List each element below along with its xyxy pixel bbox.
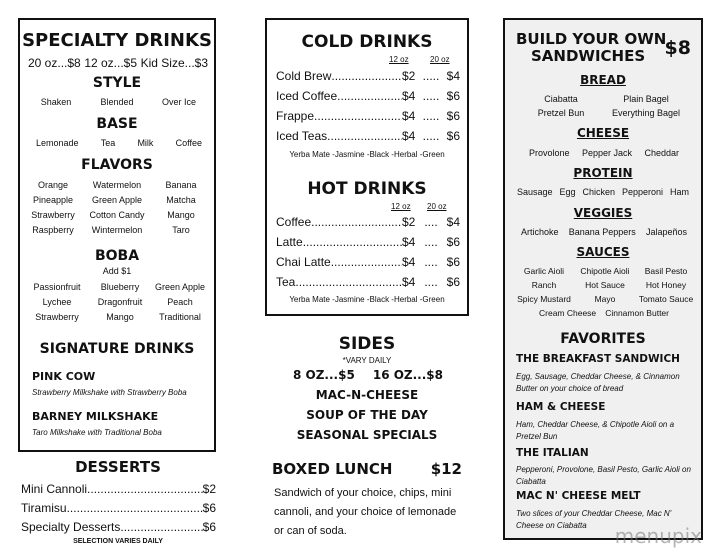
flavor-item: Wintermelon — [91, 225, 143, 235]
sides-size-16oz: 16 OZ...$8 — [372, 368, 443, 382]
cheese-row — [529, 148, 679, 158]
base-option: Tea — [100, 138, 116, 148]
dessert-name: Specialty Desserts — [21, 520, 121, 534]
boba-item: Strawberry — [35, 312, 79, 322]
sauce-item: Basil Pesto — [644, 266, 688, 276]
flavors-heading: FLAVORS — [81, 157, 153, 173]
base-options — [36, 138, 202, 148]
boba-add-price: Add $1 — [102, 266, 132, 276]
menupix-watermark: menupix — [614, 524, 702, 548]
cold-drink-item — [276, 129, 460, 143]
dessert-price: $6 — [202, 520, 216, 534]
favorite-name: THE ITALIAN — [516, 447, 589, 459]
dot-leader-short: ..... — [422, 69, 440, 83]
bread-row — [519, 108, 689, 118]
sauces-row — [515, 280, 695, 290]
sauce-item: Chipotle Aioli — [580, 266, 630, 276]
size-kid: Kid Size...$3 — [140, 56, 208, 70]
cold-drink-item — [276, 109, 460, 123]
side-item: SOUP OF THE DAY — [306, 408, 428, 422]
base-option: Milk — [137, 138, 154, 148]
favorites-heading: FAVORITES — [560, 331, 646, 347]
byo-title-line1: BUILD YOUR OWN — [516, 30, 667, 48]
dot-leader — [87, 482, 203, 496]
protein-item: Ham — [669, 187, 689, 197]
flavor-row — [24, 180, 210, 190]
protein-heading: PROTEIN — [573, 166, 633, 180]
cold-drinks-title: COLD DRINKS — [301, 32, 433, 52]
veggies-heading: VEGGIES — [573, 206, 633, 220]
cheese-item: Pepper Jack — [581, 148, 633, 158]
build-your-own-panel — [503, 18, 703, 540]
drink-name: Coffee — [276, 215, 312, 229]
specialty-drinks-panel — [18, 18, 216, 452]
drink-name: Chai Latte — [276, 255, 331, 269]
dessert-name: Tiramisu — [21, 501, 67, 515]
dessert-price: $2 — [202, 482, 216, 496]
protein-item: Sausage — [517, 187, 553, 197]
sauce-item: Cinnamon Butter — [605, 308, 669, 318]
drink-price-20: $6 — [446, 235, 460, 249]
dot-leader — [331, 69, 402, 83]
style-options — [26, 97, 210, 107]
bread-item: Everything Bagel — [611, 108, 681, 118]
base-heading: BASE — [96, 116, 138, 132]
protein-row — [517, 187, 689, 197]
drink-price-12: $2 — [402, 69, 416, 83]
specialty-sizes — [28, 56, 208, 70]
hot-size-12oz: 12 oz — [391, 202, 411, 211]
sauces-row — [515, 294, 695, 304]
boba-item: Green Apple — [154, 282, 206, 292]
sauce-item: Garlic Aioli — [523, 266, 565, 276]
style-option: Blended — [100, 97, 134, 107]
flavor-item: Green Apple — [91, 195, 143, 205]
signature-drinks-heading: SIGNATURE DRINKS — [39, 341, 195, 357]
boba-row — [24, 297, 210, 307]
favorite-name: MAC N' CHEESE MELT — [516, 490, 641, 502]
sauce-item: Tomato Sauce — [638, 294, 694, 304]
drink-price-12: $4 — [402, 235, 416, 249]
dot-leader-short: ..... — [422, 129, 440, 143]
veggie-item: Banana Peppers — [568, 227, 636, 237]
dot-leader — [67, 501, 203, 515]
favorite-desc: Two slices of your Cheddar Cheese, Mac N' Cheese on Ciabatta — [516, 509, 672, 530]
flavor-item: Taro — [172, 225, 190, 235]
boba-item: Peach — [167, 297, 193, 307]
boba-row — [24, 282, 210, 292]
veggie-item: Artichoke — [521, 227, 559, 237]
veggie-item: Jalapeños — [645, 227, 687, 237]
boba-row — [24, 312, 210, 322]
flavor-item: Matcha — [166, 195, 196, 205]
sauces-row — [539, 308, 669, 318]
dot-leader-short: .... — [424, 235, 438, 249]
hot-drink-item — [276, 235, 460, 249]
boxed-lunch-section — [272, 458, 466, 548]
flavor-item: Mango — [167, 210, 195, 220]
boba-item: Blueberry — [100, 282, 140, 292]
hot-tea-note: Yerba Mate -Jasmine -Black -Herbal -Green — [289, 295, 445, 304]
dessert-item — [21, 520, 216, 534]
dot-leader-short: .... — [424, 275, 438, 289]
drink-name: Iced Coffee — [276, 89, 338, 103]
dot-leader — [314, 109, 402, 123]
signature-drink-desc: Strawberry Milkshake with Strawberry Boba — [32, 388, 187, 397]
dot-leader — [331, 255, 402, 269]
byo-price: $8 — [664, 37, 691, 59]
sauce-item: Mayo — [594, 294, 616, 304]
specialty-drinks-title: SPECIALTY DRINKS — [22, 30, 212, 51]
cold-drink-item — [276, 69, 460, 83]
side-item: SEASONAL SPECIALS — [296, 428, 438, 442]
side-item: MAC-N-CHEESE — [315, 388, 419, 402]
size-12oz: 12 oz...$5 — [84, 56, 138, 70]
favorite-desc: Egg, Sausage, Cheddar Cheese, & Cinnamon Butter on your choice of bread — [516, 372, 680, 393]
sauces-row — [515, 266, 695, 276]
drink-price-20: $6 — [446, 255, 460, 269]
protein-item: Pepperoni — [621, 187, 664, 197]
sauces-heading: SAUCES — [576, 245, 630, 259]
signature-drink-name: PINK COW — [32, 370, 96, 383]
bread-item: Ciabatta — [544, 94, 578, 104]
dot-leader-short: .... — [424, 215, 438, 229]
flavor-item: Orange — [37, 180, 69, 190]
sides-size-8oz: 8 OZ...$5 — [293, 368, 355, 382]
boxed-lunch-price: $12 — [430, 460, 462, 478]
flavor-item: Watermelon — [92, 180, 142, 190]
base-option: Lemonade — [36, 138, 79, 148]
cold-size-12oz: 12 oz — [389, 55, 409, 64]
signature-drink-desc: Taro Milkshake with Traditional Boba — [32, 428, 162, 437]
hot-size-20oz: 20 oz — [427, 202, 447, 211]
sauce-item: Cream Cheese — [539, 308, 597, 318]
byo-title-line2: SANDWICHES — [531, 47, 646, 65]
drink-price-20: $6 — [446, 275, 460, 289]
dot-leader — [337, 89, 402, 103]
desserts-section — [18, 456, 218, 552]
sides-note: *VARY DAILY — [342, 356, 392, 365]
sides-title: SIDES — [338, 334, 396, 354]
bread-item: Pretzel Bun — [537, 108, 585, 118]
boxed-lunch-desc: Sandwich of your choice, chips, mini cannoli, and your choice of lemonade or can of soda. — [274, 487, 457, 537]
hot-drinks-title: HOT DRINKS — [307, 179, 427, 199]
sauce-item: Spicy Mustard — [517, 294, 571, 304]
drink-price-12: $4 — [402, 275, 416, 289]
veggies-row — [521, 227, 687, 237]
bread-item: Plain Bagel — [623, 94, 669, 104]
cold-size-20oz: 20 oz — [430, 55, 450, 64]
favorite-name: HAM & CHEESE — [516, 401, 606, 413]
drink-price-12: $4 — [402, 109, 416, 123]
hot-drink-item — [276, 255, 460, 269]
cheese-item: Cheddar — [644, 148, 679, 158]
drink-price-20: $6 — [446, 129, 460, 143]
style-option: Shaken — [40, 97, 72, 107]
desserts-title: DESSERTS — [75, 458, 161, 476]
style-heading: STYLE — [92, 75, 142, 91]
drink-name: Frappe — [276, 109, 315, 123]
style-option: Over Ice — [161, 97, 196, 107]
cheese-item: Provolone — [529, 148, 570, 158]
boba-item: Lychee — [42, 297, 72, 307]
flavor-row — [24, 225, 210, 235]
dot-leader-short: ..... — [422, 89, 440, 103]
desserts-note: SELECTION VARIES DAILY — [73, 538, 163, 545]
drink-price-12: $2 — [402, 215, 416, 229]
hot-drink-item — [276, 215, 460, 229]
dot-leader-short: ..... — [422, 109, 440, 123]
cheese-heading: CHEESE — [576, 126, 630, 140]
dot-leader — [120, 520, 202, 534]
drink-price-20: $4 — [446, 69, 460, 83]
boba-item: Passionfruit — [33, 282, 81, 292]
drink-price-20: $4 — [446, 215, 460, 229]
flavor-item: Pineapple — [32, 195, 74, 205]
protein-item: Egg — [559, 187, 576, 197]
bread-row — [519, 94, 689, 104]
drinks-panel — [265, 18, 469, 316]
sides-section — [265, 330, 469, 450]
flavor-row — [24, 210, 210, 220]
cold-drink-item — [276, 89, 460, 103]
drink-price-12: $4 — [402, 129, 416, 143]
dot-leader — [327, 129, 402, 143]
dot-leader — [311, 215, 402, 229]
drink-name: Latte — [276, 235, 303, 249]
drink-price-20: $6 — [446, 109, 460, 123]
boxed-lunch-title: BOXED LUNCH — [272, 460, 393, 478]
drink-name: Tea — [276, 275, 296, 289]
drink-price-20: $6 — [446, 89, 460, 103]
favorite-desc: Pepperoni, Provolone, Basil Pesto, Garlic Aioli on Ciabatta — [516, 465, 691, 486]
base-option: Coffee — [175, 138, 202, 148]
drink-price-12: $4 — [402, 89, 416, 103]
dot-leader-short: .... — [424, 255, 438, 269]
signature-drink-name: BARNEY MILKSHAKE — [32, 410, 159, 423]
sauce-item: Hot Sauce — [585, 280, 625, 290]
bread-heading: BREAD — [580, 73, 626, 87]
boba-heading: BOBA — [94, 248, 140, 264]
flavor-item: Cotton Candy — [89, 210, 145, 220]
flavor-row — [24, 195, 210, 205]
boba-item: Mango — [106, 312, 134, 322]
favorite-desc: Ham, Cheddar Cheese, & Chipotle Aioli on a Pretzel Bun — [516, 420, 675, 441]
dessert-item — [21, 501, 216, 515]
flavor-item: Raspberry — [32, 225, 74, 235]
favorite-name: THE BREAKFAST SANDWICH — [516, 353, 680, 365]
size-20oz: 20 oz...$8 — [28, 56, 81, 70]
flavor-item: Banana — [165, 180, 197, 190]
hot-drink-item — [276, 275, 460, 289]
sauce-item: Hot Honey — [645, 280, 687, 290]
dessert-name: Mini Cannoli — [21, 482, 88, 496]
drink-name: Cold Brew — [276, 69, 332, 83]
dot-leader — [295, 275, 402, 289]
dessert-price: $6 — [202, 501, 216, 515]
dot-leader — [303, 235, 402, 249]
sauce-item: Ranch — [531, 280, 557, 290]
boba-item: Traditional — [159, 312, 201, 322]
dessert-item — [21, 482, 216, 496]
sides-sizes — [293, 368, 443, 382]
boba-item: Dragonfruit — [97, 297, 143, 307]
drink-name: Iced Teas — [276, 129, 328, 143]
protein-item: Chicken — [582, 187, 615, 197]
flavor-item: Strawberry — [31, 210, 75, 220]
drink-price-12: $4 — [402, 255, 416, 269]
cold-tea-note: Yerba Mate -Jasmine -Black -Herbal -Green — [289, 150, 445, 159]
